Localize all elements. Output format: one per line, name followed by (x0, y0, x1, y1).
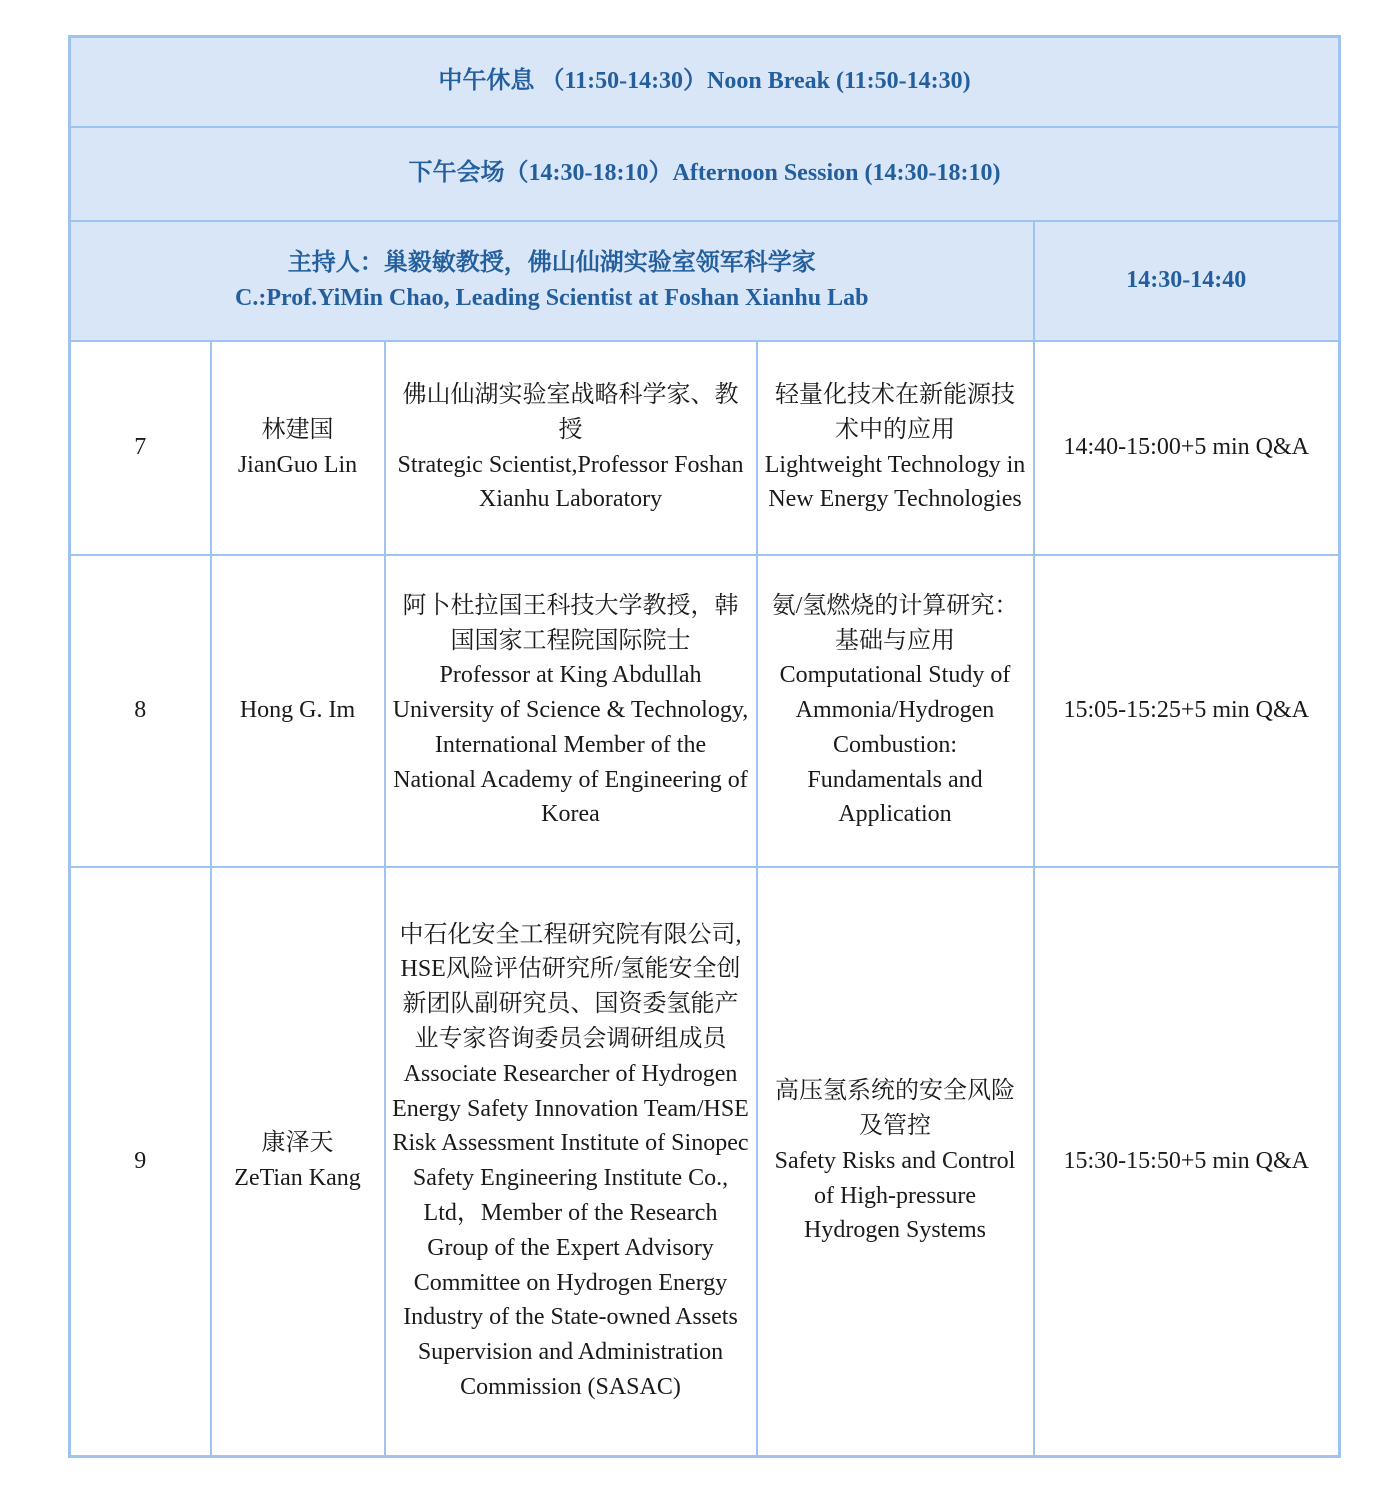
speaker-name-cell (211, 555, 385, 867)
speaker-name-cn: 林建国 (261, 416, 334, 443)
session-row-8 (70, 555, 1340, 867)
session-no: 9 (70, 867, 211, 1457)
speaker-name-cn: 康泽天 (261, 1130, 334, 1157)
noon-break-row (70, 37, 1340, 127)
speaker-name-en: JianGuo Lin (237, 451, 358, 478)
topic-cn: 高压氢系统的安全风险及管控 (775, 1078, 1015, 1140)
talk-topic-cell (757, 867, 1034, 1457)
affiliation-cn: 阿卜杜拉国王科技大学教授，韩国国家工程院国际院士 (402, 592, 739, 654)
speaker-affiliation-cell (385, 341, 757, 555)
speaker-affiliation-cell (385, 867, 757, 1457)
speaker-name-en: Hong G. Im (239, 697, 356, 724)
affiliation-cn: 佛山仙湖实验室战略科学家、教授 (402, 381, 739, 443)
session-row-9 (70, 867, 1340, 1457)
speaker-name-en: ZeTian Kang (234, 1165, 361, 1192)
talk-topic-cell (757, 555, 1034, 867)
affiliation-cn: 中石化安全工程研究院有限公司, HSE风险评估研究所/氢能安全创新团队副研究员、国资委氢能产业专家咨询委员会调研组成员 (399, 921, 742, 1053)
topic-cn: 轻量化技术在新能源技术中的应用 (775, 381, 1015, 443)
moderator-cell (70, 221, 1034, 341)
affiliation-en: Associate Researcher of Hydrogen Energy Safety Innovation Team/HSE Risk Assessment Institute of Sinopec Safety Engineering Institute Co., Ltd，Member of the Research Group of the Expert Advisory Committee on Hydrogen Energy Industry of the State-owned Assets Supervision and Administration Commission (SASAC) (392, 1060, 749, 1401)
session-row-7 (70, 341, 1340, 555)
conference-schedule-sheet (68, 35, 1341, 1458)
affiliation-en: Strategic Scientist,Professor Foshan Xianhu Laboratory (397, 451, 744, 513)
talk-topic-cell (757, 341, 1034, 555)
talk-time-cell: 15:30-15:50+5 min Q&A (1034, 867, 1340, 1457)
session-no: 8 (70, 555, 211, 867)
schedule-table (68, 35, 1341, 1458)
topic-en: Safety Risks and Control of High-pressure Hydrogen Systems (774, 1147, 1016, 1244)
afternoon-session-row (70, 127, 1340, 221)
session-no: 7 (70, 341, 211, 555)
talk-time-cell: 14:40-15:00+5 min Q&A (1034, 341, 1340, 555)
topic-en: Lightweight Technology in New Energy Technologies (764, 451, 1026, 513)
speaker-name-cell (211, 867, 385, 1457)
speaker-affiliation-cell (385, 555, 757, 867)
moderator-row (70, 221, 1340, 341)
talk-time-cell: 15:05-15:25+5 min Q&A (1034, 555, 1340, 867)
topic-cn: 氨/氢燃烧的计算研究：基础与应用 (771, 592, 1019, 654)
noon-break-banner: 中午休息 （11:50-14:30）Noon Break (11:50-14:30) (70, 37, 1340, 127)
moderator-time-cell: 14:30-14:40 (1034, 221, 1340, 341)
moderator-line-cn: 主持人：巢毅敏教授，佛山仙湖实验室领军科学家 (287, 249, 816, 276)
afternoon-session-banner: 下午会场（14:30-18:10）Afternoon Session (14:30-18:10) (70, 127, 1340, 221)
moderator-line-en: C.:Prof.YiMin Chao, Leading Scientist at Foshan Xianhu Lab (235, 284, 869, 311)
speaker-name-cell (211, 341, 385, 555)
affiliation-en: Professor at King Abdullah University of Science & Technology, International Member of the National Academy of Engineering of Korea (392, 662, 749, 828)
topic-en: Computational Study of Ammonia/Hydrogen Combustion: Fundamentals and Application (779, 662, 1011, 828)
